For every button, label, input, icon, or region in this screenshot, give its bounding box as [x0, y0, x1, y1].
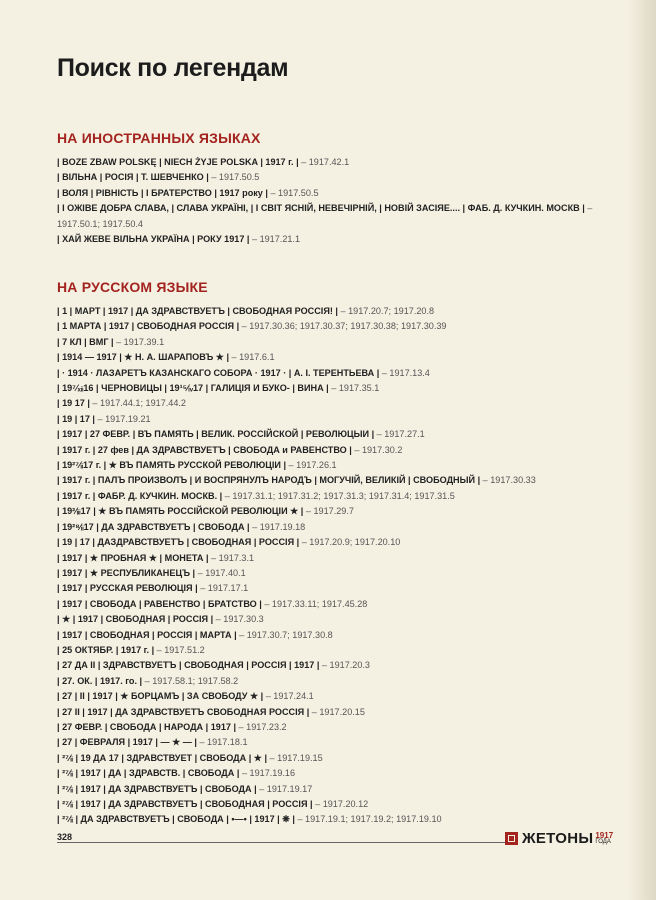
- list-item: [57, 396, 617, 411]
- legend-text: | 1917 | 27 ФЕВР. | ВЪ ПАМЯТЬ | ВЕЛИК. РОССІЙСКОЙ | РЕВОЛЮЦЫИ |: [57, 429, 375, 440]
- list-item: [57, 443, 617, 458]
- catalog-refs: – 1917.13.4: [379, 367, 430, 378]
- list-item: [57, 689, 617, 704]
- catalog-refs: – 1917.30.33: [480, 475, 536, 486]
- catalog-refs: – 1917.20.9; 1917.20.10: [299, 537, 401, 548]
- catalog-refs: – 1917.26.1: [286, 460, 337, 471]
- legend-text: | 1917 г. | ФАБР. Д. КУЧКИН. МОСКВ. |: [57, 490, 223, 501]
- catalog-refs: – 1917.30.7; 1917.30.8: [236, 629, 333, 640]
- legend-text: | 19⁷⁄ₓᵢᵢ16 | ЧЕРНОВИЦЫ | 19¹⁵⁄ᵢᵥ17 | ГАЛИЦІЯ И БУКО- | ВИНА |: [57, 383, 329, 394]
- catalog-refs: – 1917.19.18: [249, 521, 306, 532]
- legend-text: | 27 II | 1917 | ДА ЗДРАВСТВУЕТЪ СВОБОДНАЯ РОССІЯ |: [57, 706, 310, 717]
- legend-text: | 1914 — 1917 | ★ Н. А. ШАРАПОВЪ ★ |: [57, 352, 229, 363]
- catalog-refs: – 1917.20.12: [312, 799, 369, 809]
- catalog-refs: – 1917.19.15: [267, 752, 323, 763]
- legend-text: | ХАЙ ЖЕВЕ ВІЛЬНА УКРАЇНА | РОКУ 1917 |: [57, 234, 250, 245]
- brand-subtitle: ГОДА: [595, 838, 611, 845]
- legend-text: | ВІЛЬНА | РОСІЯ | Т. ШЕВЧЕНКО |: [57, 172, 209, 183]
- list-item: [57, 335, 617, 350]
- catalog-refs: – 1917.31.1; 1917.31.2; 1917.31.3; 1917.31.4; 1917.31.5: [222, 490, 455, 501]
- catalog-refs: – 1917.29.7: [303, 506, 354, 517]
- list-item: [57, 201, 617, 232]
- catalog-refs: – 1917.27.1: [374, 429, 425, 440]
- legend-text: | ²⁷⁄ᵢᵢ | 1917 | ДА ЗДРАВСТВУЕТЪ | СВОБОДНАЯ | РОССІЯ |: [57, 799, 313, 809]
- legend-text: | ²⁷⁄ᵢᵢ | 19 ДА 17 | ЗДРАВСТВУЕТ | СВОБОДА | ★ |: [57, 752, 268, 763]
- list-item: [57, 705, 617, 720]
- legend-text: | 27 ДА II | ЗДРАВСТВУЕТЪ | СВОБОДНАЯ | РОССІЯ | 1917 |: [57, 660, 320, 671]
- legend-text: | 19²⁷⁄ᵢᵢ17 г. | ★ ВЪ ПАМЯТЬ РУССКОЙ РЕВОЛЮЦІИ |: [57, 460, 287, 471]
- catalog-refs: – 1917.30.2: [351, 444, 403, 455]
- brand-name: ЖЕТОНЫ: [522, 830, 594, 847]
- list-item: [57, 458, 617, 473]
- list-item: [57, 797, 617, 812]
- catalog-refs: – 1917.50.1; 1917.50.4: [57, 203, 593, 229]
- list-item: [57, 566, 617, 581]
- legend-text: | 1917 | СВОБОДА | РАВЕНСТВО | БРАТСТВО |: [57, 598, 262, 609]
- russian-legend-list: [57, 304, 617, 828]
- list-item: [57, 473, 617, 488]
- legend-text: | 25 ОКТЯБР. | 1917 г. |: [57, 644, 155, 655]
- catalog-refs: – 1917.20.3: [319, 660, 370, 671]
- catalog-refs: – 1917.30.3: [213, 614, 264, 625]
- list-item: [57, 643, 617, 658]
- catalog-refs: – 1917.40.1: [195, 567, 246, 578]
- catalog-refs: – 1917.44.1; 1917.44.2: [89, 398, 186, 409]
- brand-logo: [505, 830, 613, 847]
- list-item: [57, 628, 617, 643]
- legend-text: | ★ | 1917 | СВОБОДНАЯ | РОССІЯ |: [57, 614, 214, 625]
- catalog-refs: – 1917.42.1: [298, 157, 350, 167]
- list-item: [57, 170, 617, 185]
- page-title: Поиск по легендам: [57, 54, 289, 82]
- brand-year-block: [595, 832, 613, 846]
- legend-text: | 1 МАРТА | 1917 | СВОБОДНАЯ РОССІЯ |: [57, 321, 240, 332]
- catalog-refs: – 1917.20.15: [309, 706, 365, 717]
- catalog-refs: – 1917.24.1: [263, 691, 314, 702]
- catalog-refs: – 1917.20.7; 1917.20.8: [337, 306, 435, 316]
- catalog-refs: – 1917.23.2: [236, 721, 287, 732]
- legend-text: | 1917 г. | 27 фев | ДА ЗДРАВСТВУЕТЪ | СВОБОДА и РАВЕНСТВО |: [57, 444, 352, 455]
- legend-text: | 1917 | РУССКАЯ РЕВОЛЮЦІЯ |: [57, 583, 198, 594]
- list-item: [57, 186, 617, 201]
- catalog-refs: – 1917.51.2: [154, 644, 205, 655]
- catalog-refs: – 1917.39.1: [113, 336, 165, 347]
- list-item: [57, 612, 617, 627]
- list-item: [57, 504, 617, 519]
- legend-text: | 27 | ФЕВРАЛЯ | 1917 | — ★ — |: [57, 737, 197, 748]
- list-item: [57, 427, 617, 442]
- legend-text: | · 1914 · ЛАЗАРЕТЪ КАЗАНСКАГО СОБОРА · 1917 · | А. І. ТЕРЕНТЬЕВА |: [57, 367, 380, 378]
- catalog-refs: – 1917.35.1: [328, 383, 380, 394]
- legend-text: | 27. ОК. | 1917. го. |: [57, 675, 143, 686]
- brand-year: 1917: [595, 830, 614, 840]
- legend-text: | 1917 | СВОБОДНАЯ | РОССІЯ | МАРТА |: [57, 629, 237, 640]
- catalog-refs: – 1917.50.5: [208, 172, 260, 183]
- list-item: [57, 812, 617, 827]
- page-edge-shadow: [628, 0, 656, 900]
- footer-rule: [57, 842, 506, 843]
- list-item: [57, 412, 617, 427]
- legend-text: | BOZE ZBAW POLSKĘ | NIECH ŻYJE POLSKA | 1917 г. |: [57, 157, 299, 167]
- section-heading-russian: НА РУССКОМ ЯЗЫКЕ: [57, 279, 208, 295]
- brand-square-icon: [505, 832, 518, 845]
- legend-text: | ²⁷⁄ᵢᵢ | 1917 | ДА | ЗДРАВСТВ. | СВОБОДА |: [57, 768, 240, 779]
- list-item: [57, 735, 617, 750]
- list-item: [57, 782, 617, 797]
- list-item: [57, 520, 617, 535]
- legend-text: | 19²⁄ᵢᵢᵢ17 | ★ ВЪ ПАМЯТЬ РОССІЙСКОЙ РЕВОЛЮЦІИ ★ |: [57, 506, 304, 517]
- legend-text: | ²⁷⁄ᵢᵢ | ДА ЗДРАВСТВУЕТЪ | СВОБОДА | •—• | 1917 | ❋ |: [57, 814, 295, 825]
- legend-text: | І ОЖІВЕ ДОБРА СЛАВА, | СЛАВА УКРАЇНІ, | І СВІТ ЯСНІЙ, НЕВЕЧІРНІЙ, | НОВІЙ ЗАСІЯЕ.... | ФАБ. Д. КУЧКИН. МОСКВ |: [57, 203, 585, 214]
- list-item: [57, 381, 617, 396]
- legend-text: | ВОЛЯ | РІВНІСТЬ | І БРАТЕРСТВО | 1917 року |: [57, 187, 268, 198]
- legend-text: | 1917 | ★ РЕСПУБЛИКАНЕЦЪ |: [57, 567, 196, 578]
- list-item: [57, 489, 617, 504]
- legend-text: | 19 17 |: [57, 398, 90, 409]
- list-item: [57, 674, 617, 689]
- catalog-refs: – 1917.19.1; 1917.19.2; 1917.19.10: [294, 814, 442, 825]
- list-item: [57, 366, 617, 381]
- catalog-refs: – 1917.19.16: [239, 768, 296, 779]
- legend-text: | 1 | МАРТ | 1917 | ДА ЗДРАВСТВУЕТЪ | СВОБОДНАЯ РОССІЯ! |: [57, 306, 338, 316]
- section-heading-foreign: НА ИНОСТРАННЫХ ЯЗЫКАХ: [57, 130, 261, 146]
- catalog-refs: – 1917.3.1: [208, 552, 255, 563]
- list-item: [57, 350, 617, 365]
- list-item: [57, 597, 617, 612]
- legend-text: | 7 КЛ | ВМГ |: [57, 336, 114, 347]
- legend-text: | 1917 | ★ ПРОБНАЯ ★ | МОНЕТА |: [57, 552, 209, 563]
- catalog-refs: – 1917.58.1; 1917.58.2: [142, 675, 239, 686]
- catalog-refs: – 1917.21.1: [249, 234, 301, 245]
- foreign-legend-list: [57, 155, 617, 247]
- list-item: [57, 319, 617, 334]
- catalog-refs: – 1917.18.1: [196, 737, 248, 748]
- legend-text: | 19 | 17 | ДАЗДРАВСТВУЕТЪ | СВОБОДНАЯ | РОССІЯ |: [57, 537, 300, 548]
- legend-text: | 19²⁸⁄ᵢᵢ17 | ДА ЗДРАВСТВУЕТЪ | СВОБОДА |: [57, 521, 250, 532]
- legend-text: | ²⁷⁄ᵢᵢ | 1917 | ДА ЗДРАВСТВУЕТЪ | СВОБОДА |: [57, 783, 257, 794]
- list-item: [57, 581, 617, 596]
- catalog-refs: – 1917.6.1: [229, 352, 275, 363]
- legend-text: | 27 | II | 1917 | ★ БОРЦАМЪ | ЗА СВОБОДУ ★ |: [57, 691, 264, 702]
- legend-text: | 27 ФЕВР. | СВОБОДА | НАРОДА | 1917 |: [57, 721, 237, 732]
- catalog-refs: – 1917.19.21: [94, 413, 151, 424]
- catalog-refs: – 1917.30.36; 1917.30.37; 1917.30.38; 1917.30.39: [239, 321, 447, 332]
- list-item: [57, 751, 617, 766]
- page-number: 328: [57, 832, 73, 842]
- list-item: [57, 658, 617, 673]
- catalog-refs: – 1917.33.11; 1917.45.28: [261, 598, 368, 609]
- legend-text: | 1917 г. | ПАЛЪ ПРОИЗВОЛЪ | И ВОСПРЯНУЛЪ НАРОДЪ | МОГУЧІЙ, ВЕЛИКІЙ | СВОБОДНЫЙ |: [57, 475, 481, 486]
- list-item: [57, 155, 617, 170]
- legend-text: | 19 | 17 |: [57, 413, 95, 424]
- list-item: [57, 232, 617, 247]
- list-item: [57, 720, 617, 735]
- list-item: [57, 551, 617, 566]
- list-item: [57, 304, 617, 319]
- catalog-refs: – 1917.50.5: [267, 187, 319, 198]
- list-item: [57, 766, 617, 781]
- list-item: [57, 535, 617, 550]
- catalog-refs: – 1917.17.1: [197, 583, 249, 594]
- catalog-refs: – 1917.19.17: [256, 783, 313, 794]
